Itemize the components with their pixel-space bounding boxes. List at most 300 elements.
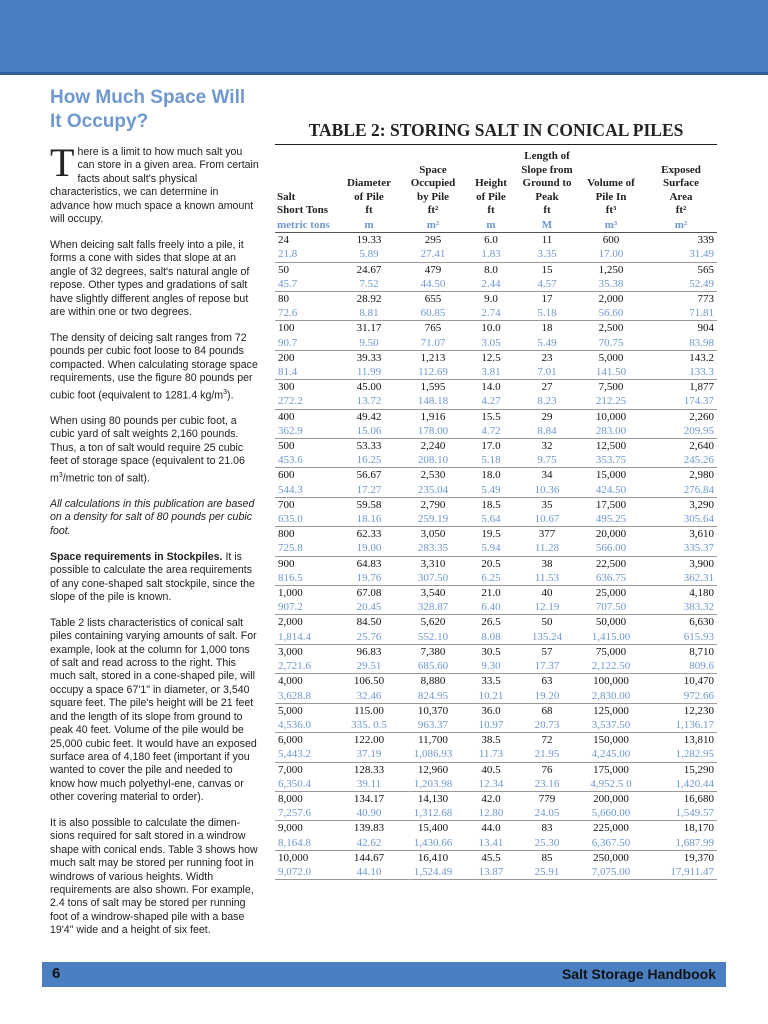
table-cell: 17.27	[337, 483, 401, 498]
unit-label: metric tons	[275, 218, 337, 233]
table-cell: 963.37	[401, 718, 465, 733]
table-row-metric	[275, 689, 717, 704]
table-cell: 32	[541, 440, 553, 453]
table-cell: 1,420.44	[645, 777, 717, 792]
table-cell: 328.87	[401, 600, 465, 615]
table-cell: 174.37	[645, 394, 717, 409]
table-cell: 5,620	[420, 616, 446, 629]
unit-label: m	[465, 218, 517, 233]
table-row-metric	[275, 865, 717, 880]
table-cell: 15.06	[337, 424, 401, 439]
table-cell: 19.00	[337, 541, 401, 556]
table-cell: 2,000	[278, 616, 303, 629]
table-cell: 178.00	[401, 424, 465, 439]
table-cell: 175,000	[593, 763, 629, 776]
table-cell: 824.95	[401, 689, 465, 704]
column-header-line: Area	[669, 190, 693, 203]
table-cell: 1,213	[420, 351, 446, 364]
table-cell: 212.25	[577, 394, 645, 409]
table-cell: 1,086.93	[401, 747, 465, 762]
table-cell: 305.64	[645, 512, 717, 527]
table-cell: 12.80	[465, 806, 517, 821]
table-cell: 6.40	[465, 600, 517, 615]
table-cell: 4,536.0	[275, 718, 337, 733]
table-cell: 208.10	[401, 453, 465, 468]
column-header	[465, 148, 517, 218]
table-row-imperial	[275, 674, 717, 689]
table-cell: 25.76	[337, 630, 401, 645]
table-cell: 56.60	[577, 306, 645, 321]
table-cell: 27.41	[401, 247, 465, 262]
table-cell: 50	[278, 263, 289, 276]
table-cell: 34	[541, 469, 553, 482]
table-cell: 8,710	[689, 645, 714, 658]
table-cell: 40.90	[337, 806, 401, 821]
table-cell: 8,000	[278, 792, 303, 805]
table-cell: 5,443.2	[275, 747, 337, 762]
table-cell: 19.76	[337, 571, 401, 586]
table-cell: 1.83	[465, 247, 517, 262]
table-cell: 14,130	[417, 792, 449, 805]
table-cell: 57	[541, 645, 553, 658]
table-cell: 13.87	[465, 865, 517, 880]
table-cell: 2,240	[420, 440, 446, 453]
table-cell: 80	[278, 293, 289, 306]
table-row-metric	[275, 247, 717, 262]
table-cell: 44.50	[401, 277, 465, 292]
table-cell: 42.62	[337, 836, 401, 851]
table-cell: 60.85	[401, 306, 465, 321]
column-header	[337, 148, 401, 218]
table-cell: 45.7	[275, 277, 337, 292]
table-cell: 779	[538, 792, 556, 805]
paragraph-repose: When deicing salt falls freely into a pile, it forms a cone with sides that slope at an angle of 32 degrees, salt's natural angle of repose. Other types and gradations of salt have slightly different angles of repose but are within one or two degrees.	[50, 238, 250, 318]
table-cell: 12,230	[683, 704, 714, 717]
table-cell: 544.3	[275, 483, 337, 498]
table-cell: 5.18	[517, 306, 577, 321]
table-cell: 10,470	[683, 675, 714, 688]
table-cell: 3,310	[420, 557, 446, 570]
table-cell: 245.26	[645, 453, 717, 468]
table-cell: 115.00	[354, 704, 384, 717]
table-cell: 9.75	[517, 453, 577, 468]
table-cell: 5.64	[465, 512, 517, 527]
table-row-imperial	[275, 615, 717, 630]
table-cell: 19.20	[517, 689, 577, 704]
table-row-metric	[275, 483, 717, 498]
table-row-metric	[275, 659, 717, 674]
table-cell: 200	[278, 351, 295, 364]
table-cell: 62.33	[356, 528, 382, 541]
table-cell: 19,370	[683, 851, 714, 864]
table-cell: 24	[278, 234, 289, 247]
unit-label: m	[337, 218, 401, 233]
table-cell: 600	[278, 469, 295, 482]
table-cell: 2,721.6	[275, 659, 337, 674]
table-cell: 10,000	[278, 851, 309, 864]
table-cell: 4,180	[689, 587, 714, 600]
book-title: Salt Storage Handbook	[561, 966, 716, 982]
table-cell: 72	[541, 734, 553, 747]
table-cell: 128.33	[353, 763, 385, 776]
table-cell: 106.50	[353, 675, 385, 688]
column-header-line: Salt	[277, 190, 296, 203]
unit-label: m²	[401, 218, 465, 233]
table-cell: 8,164.8	[275, 836, 337, 851]
table-cell: 765	[424, 322, 442, 335]
table-cell: 7,000	[278, 763, 303, 776]
table-cell: 38.5	[481, 734, 501, 747]
table-cell: 685.60	[401, 659, 465, 674]
table-row-imperial	[275, 703, 717, 718]
table-cell: 8.84	[517, 424, 577, 439]
table-cell: 1,595	[420, 381, 446, 394]
table-cell: 5.49	[465, 483, 517, 498]
table-row-imperial	[275, 733, 717, 748]
table-cell: 3.35	[517, 247, 577, 262]
table-cell: 2.44	[465, 277, 517, 292]
table-cell: 335. 0.5	[337, 718, 401, 733]
column-header	[275, 148, 337, 218]
table-cell: 28.92	[356, 293, 382, 306]
table-cell: 4,000	[278, 675, 303, 688]
table-cell: 2,790	[420, 498, 446, 511]
table-cell: 2,980	[689, 469, 714, 482]
table-cell: 30.5	[481, 645, 501, 658]
table-cell: 125,000	[593, 704, 629, 717]
table-row-imperial	[275, 321, 717, 336]
table-row-imperial	[275, 791, 717, 806]
table-row-imperial	[275, 821, 717, 836]
table-cell: 10,000	[595, 410, 627, 423]
table-row-metric	[275, 571, 717, 586]
table-cell: 353.75	[577, 453, 645, 468]
table-cell: 70.75	[577, 336, 645, 351]
table-cell: 816.5	[275, 571, 337, 586]
table-cell: 4,245.00	[577, 747, 645, 762]
table-cell: 21.95	[517, 747, 577, 762]
unit-label: m²	[645, 218, 717, 233]
table-header-row	[275, 148, 717, 218]
table-cell: 71.81	[645, 306, 717, 321]
table-row-metric	[275, 630, 717, 645]
column-header-line: Length of	[524, 150, 570, 163]
table-cell: 3,540	[420, 587, 446, 600]
table-cell: 5.89	[337, 247, 401, 262]
table-body	[275, 233, 717, 880]
table-cell: 300	[278, 381, 295, 394]
table-cell: 35.38	[577, 277, 645, 292]
table-cell: 31.49	[645, 247, 717, 262]
table-cell: 3,050	[420, 528, 446, 541]
table-cell: 134.17	[353, 792, 385, 805]
column-header-line: Slope from	[521, 163, 573, 176]
header-band	[0, 0, 768, 75]
table-cell: 3,900	[689, 557, 714, 570]
column-header-line: Ground to	[522, 177, 572, 190]
table-cell: 707.50	[577, 600, 645, 615]
table-cell: 225,000	[593, 822, 629, 835]
table-cell: 8,880	[420, 675, 446, 688]
column-header-line: ft	[487, 204, 495, 217]
table-cell: 36.0	[481, 704, 501, 717]
table-cell: 112.69	[401, 365, 465, 380]
table-cell: 1,916	[420, 410, 446, 423]
table-cell: 1,524.49	[401, 865, 465, 880]
table-cell: 773	[697, 293, 714, 306]
table-cell: 15.5	[481, 410, 501, 423]
table-cell: 31.17	[356, 322, 382, 335]
table-row-imperial	[275, 527, 717, 542]
table-cell: 725.8	[275, 541, 337, 556]
table-cell: 2,260	[689, 410, 714, 423]
table-cell: 45.5	[481, 851, 501, 864]
table-cell: 29	[541, 410, 553, 423]
table-cell: 67.08	[356, 587, 382, 600]
table-cell: 18	[541, 322, 553, 335]
table-cell: 5.18	[465, 453, 517, 468]
table-cell: 1,877	[689, 381, 714, 394]
table-row-imperial	[275, 850, 717, 865]
table-cell: 75,000	[595, 645, 627, 658]
table-cell: 209.95	[645, 424, 717, 439]
table-cell: 907.2	[275, 600, 337, 615]
table-row-imperial	[275, 644, 717, 659]
table-cell: 1,136.17	[645, 718, 717, 733]
table-row-imperial	[275, 586, 717, 601]
table-cell: 100,000	[593, 675, 629, 688]
table-row-imperial	[275, 380, 717, 395]
table-cell: 9,072.0	[275, 865, 337, 880]
table-cell: 250,000	[593, 851, 629, 864]
table-cell: 11,700	[418, 734, 448, 747]
table-cell: 42.0	[481, 792, 501, 805]
table-units-row	[275, 218, 717, 233]
table-cell: 39.11	[337, 777, 401, 792]
table-cell: 2,830.00	[577, 689, 645, 704]
table-row-imperial	[275, 762, 717, 777]
table-cell: 13,810	[683, 734, 714, 747]
table-cell: 17.0	[481, 440, 501, 453]
table-cell: 1,814.4	[275, 630, 337, 645]
table-cell: 10.67	[517, 512, 577, 527]
table-row-imperial	[275, 292, 717, 307]
table-cell: 3,610	[689, 528, 714, 541]
table-cell: 3,537.50	[577, 718, 645, 733]
table-cell: 50,000	[595, 616, 627, 629]
table-cell: 1,000	[278, 587, 303, 600]
table-cell: 3,000	[278, 645, 303, 658]
table-cell: 83.98	[645, 336, 717, 351]
table-cell: 150,000	[593, 734, 629, 747]
table-cell: 27	[541, 381, 553, 394]
table-cell: 22,500	[595, 557, 627, 570]
table-cell: 283.00	[577, 424, 645, 439]
table-cell: 7,257.6	[275, 806, 337, 821]
table-cell: 1,282.95	[645, 747, 717, 762]
table-cell: 139.83	[353, 822, 385, 835]
table-row-metric	[275, 453, 717, 468]
table-row-metric	[275, 277, 717, 292]
table-cell: 17.37	[517, 659, 577, 674]
table-cell: 19.5	[481, 528, 501, 541]
table-cell: 15,400	[417, 822, 449, 835]
table-cell: 235.04	[401, 483, 465, 498]
drop-cap: T	[50, 140, 75, 185]
table-row-imperial	[275, 350, 717, 365]
table-cell: 32.46	[337, 689, 401, 704]
table-cell: 71.07	[401, 336, 465, 351]
table-cell: 655	[424, 293, 442, 306]
column-header-line: ft	[365, 204, 373, 217]
column-header-line: Diameter	[347, 177, 391, 190]
table-cell: 50	[541, 616, 553, 629]
table-cell: 24.05	[517, 806, 577, 821]
table-cell: 5,000	[278, 704, 303, 717]
table-cell: 133.3	[645, 365, 717, 380]
table-cell: 40	[541, 587, 553, 600]
table-cell: 11.99	[337, 365, 401, 380]
column-header-line: Space	[419, 163, 447, 176]
column-header	[517, 148, 577, 218]
table-cell: 424.50	[577, 483, 645, 498]
table-cell: 20,000	[595, 528, 627, 541]
table-cell: 12,960	[417, 763, 449, 776]
table-cell: 8.81	[337, 306, 401, 321]
table-cell: 37.19	[337, 747, 401, 762]
table-row-metric	[275, 747, 717, 762]
unit-label: M	[517, 218, 577, 233]
table-cell: 9.0	[484, 293, 498, 306]
stockpiles-heading: Space requirements in Stockpiles.	[50, 550, 223, 563]
paragraph-intro: There is a limit to how much salt you can store in a given area. From certain facts about salt's physical characteristics, we can determine in advance how much space a known amount will occupy.	[50, 140, 259, 226]
table-cell: 52.49	[645, 277, 717, 292]
table-row-metric	[275, 541, 717, 556]
table-cell: 39.33	[356, 351, 382, 364]
table-cell: 19.33	[356, 234, 382, 247]
paragraph-density: The density of deicing salt ranges from 72 pounds per cubic foot loose to 84 pounds compacted. When calculating storage space requirements, use the figure 80 pounds per cubic foot (equivalent to 1281.4 $kg/m^3$).	[50, 331, 258, 402]
table-row-metric	[275, 600, 717, 615]
salt-pile-table	[275, 148, 717, 880]
column-header-line: Occupied	[410, 177, 456, 190]
table-cell: 6,000	[278, 734, 303, 747]
table-cell: 9,000	[278, 822, 303, 835]
table-cell: 141.50	[577, 365, 645, 380]
table-cell: 44.0	[481, 822, 501, 835]
table-cell: 13.72	[337, 394, 401, 409]
table-cell: 3,290	[689, 498, 714, 511]
column-header-line: of Pile	[354, 190, 384, 203]
table-cell: 4.27	[465, 394, 517, 409]
column-header-line: by Pile	[416, 190, 450, 203]
table-cell: 453.6	[275, 453, 337, 468]
table-cell: 636.75	[577, 571, 645, 586]
table-row-metric	[275, 777, 717, 792]
table-cell: 20.45	[337, 600, 401, 615]
column-header-line: ft²	[675, 204, 687, 217]
table-cell: 809.6	[645, 659, 717, 674]
table-cell: 700	[278, 498, 295, 511]
table-cell: 600	[602, 234, 620, 247]
unit-label: m³	[577, 218, 645, 233]
table-row-metric	[275, 424, 717, 439]
table-cell: 7,380	[420, 645, 446, 658]
table-row-metric	[275, 836, 717, 851]
table-cell: 64.83	[356, 557, 382, 570]
table-cell: 9.30	[465, 659, 517, 674]
paragraph-cubic-yard: When using 80 pounds per cubic foot, a cubic yard of salt weights 2,160 pounds. Thus, a ton of salt would require 25 cubic feet of storage space (equivalent to 21.06 $m^3$/metric ton of salt).	[50, 414, 245, 485]
table-cell: 5,000	[598, 351, 624, 364]
table-cell: 25.30	[517, 836, 577, 851]
table-cell: 18.0	[481, 469, 501, 482]
table-cell: 81.4	[275, 365, 337, 380]
footer-band	[42, 962, 726, 987]
table-cell: 635.0	[275, 512, 337, 527]
column-header	[645, 148, 717, 218]
table-cell: 143.2	[689, 351, 714, 364]
table-cell: 12.19	[517, 600, 577, 615]
table-row-imperial	[275, 409, 717, 424]
table-cell: 17.00	[577, 247, 645, 262]
table-cell: 800	[278, 528, 295, 541]
column-header-line: Surface	[662, 177, 700, 190]
table-cell: 9.50	[337, 336, 401, 351]
table-row-metric	[275, 306, 717, 321]
table-cell: 76	[541, 763, 553, 776]
table-cell: 1,415.00	[577, 630, 645, 645]
table-cell: 7.01	[517, 365, 577, 380]
table-cell: 15,000	[595, 469, 627, 482]
table-cell: 45.00	[356, 381, 382, 394]
table-row-imperial	[275, 439, 717, 454]
body-text-column	[50, 140, 260, 950]
table-cell: 272.2	[275, 394, 337, 409]
column-header-line: Height	[475, 177, 507, 190]
table-cell: 10,370	[417, 704, 449, 717]
table-cell: 2,500	[598, 322, 624, 335]
table-cell: 85	[541, 851, 553, 864]
column-header-line: ft²	[427, 204, 439, 217]
table-cell: 6,367.50	[577, 836, 645, 851]
table-cell: 2,640	[689, 440, 714, 453]
table-cell: 6,630	[689, 616, 714, 629]
table-cell: 295	[424, 234, 442, 247]
table-cell: 5,660.00	[577, 806, 645, 821]
table-cell: 1,549.57	[645, 806, 717, 821]
table-cell: 12.34	[465, 777, 517, 792]
table-cell: 7,075.00	[577, 865, 645, 880]
table-cell: 1,687.99	[645, 836, 717, 851]
table-cell: 615.93	[645, 630, 717, 645]
table-cell: 17	[541, 293, 553, 306]
table-cell: 6.0	[484, 234, 498, 247]
table-cell: 6,350.4	[275, 777, 337, 792]
table-cell: 12,500	[595, 440, 627, 453]
table-cell: 5.49	[517, 336, 577, 351]
table-cell: 24.67	[356, 263, 382, 276]
table-row-imperial	[275, 497, 717, 512]
table-cell: 904	[697, 322, 714, 335]
table-cell: 8.23	[517, 394, 577, 409]
table-cell: 339	[697, 234, 714, 247]
table-cell: 84.50	[356, 616, 382, 629]
table-cell: 335.37	[645, 541, 717, 556]
table-cell: 83	[541, 822, 553, 835]
table-cell: 90.7	[275, 336, 337, 351]
table-cell: 377	[538, 528, 556, 541]
table-cell: 72.6	[275, 306, 337, 321]
table-row-metric	[275, 394, 717, 409]
